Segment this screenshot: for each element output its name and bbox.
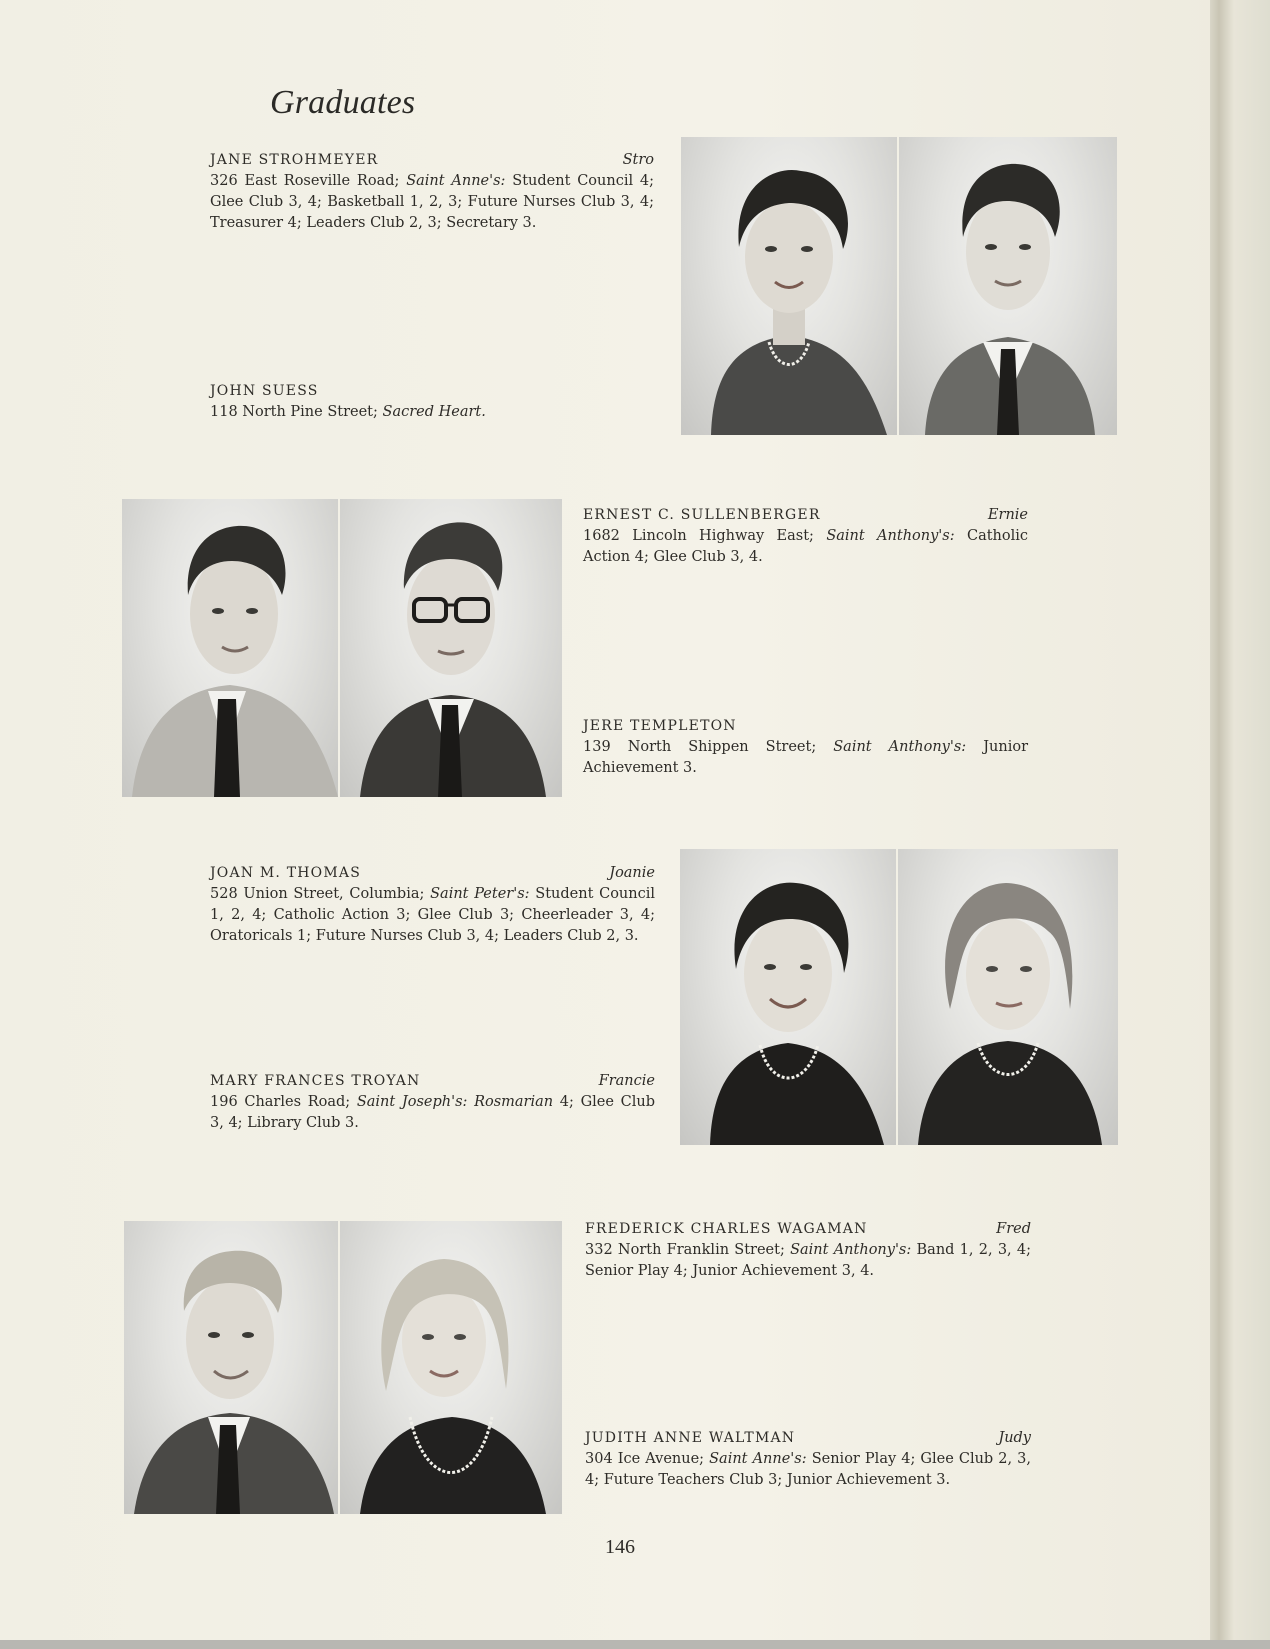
graduate-entry xyxy=(210,150,654,234)
boy-portrait-icon xyxy=(899,137,1117,435)
portrait-photo xyxy=(680,849,896,1145)
graduate-entry xyxy=(585,1219,1031,1282)
graduate-address: 1682 Lincoln Highway East; xyxy=(583,528,814,544)
graduate-parish: Saint Anthony's: xyxy=(826,528,955,544)
boy-portrait-icon xyxy=(122,499,338,797)
girl-portrait-icon xyxy=(898,849,1118,1145)
portrait-photo xyxy=(898,849,1118,1145)
graduate-address: 139 North Shippen Street; xyxy=(583,739,817,755)
graduate-name: JOAN M. THOMAS xyxy=(210,865,361,881)
portrait-pair xyxy=(680,849,1118,1145)
graduate-name: JOHN SUESS xyxy=(210,383,319,399)
graduate-parish: Saint Anne's: xyxy=(709,1451,807,1467)
graduate-nickname: Stro xyxy=(622,152,654,168)
graduate-name: JUDITH ANNE WALTMAN xyxy=(585,1430,796,1446)
portrait-pair xyxy=(681,137,1117,435)
graduate-parish: Sacred Heart. xyxy=(382,404,486,420)
graduate-name: JERE TEMPLETON xyxy=(583,718,737,734)
portrait-photo xyxy=(124,1221,338,1514)
portrait-photo xyxy=(899,137,1117,435)
graduate-parish: Saint Anne's: xyxy=(406,173,506,189)
graduate-entry xyxy=(583,716,1028,779)
graduate-parish: Saint Anthony's: xyxy=(833,739,967,755)
page-edge xyxy=(1210,0,1270,1649)
graduate-activities: Student Council 1, 2, 4; Catholic Action 3; Glee Club 3; Cheerleader 3, 4; Oratoricals 1; Future Nurses Club 3, 4; Leaders Club 2, 3. xyxy=(210,886,656,944)
graduate-nickname: Francie xyxy=(598,1073,655,1089)
graduate-activities: Catholic Action 4; Glee Club 3, 4. xyxy=(583,528,1028,565)
graduate-name: MARY FRANCES TROYAN xyxy=(210,1073,421,1089)
graduate-nickname: Fred xyxy=(996,1221,1031,1237)
graduate-activities: Senior Play 4; Glee Club 2, 3, 4; Future Teachers Club 3; Junior Achievement 3. xyxy=(585,1451,1032,1488)
graduate-parish: Saint Peter's: xyxy=(430,886,530,902)
scan-bottom-strip xyxy=(0,1640,1270,1649)
page-title: Graduates xyxy=(270,84,416,121)
girl-portrait-icon xyxy=(681,137,897,435)
graduate-nickname: Ernie xyxy=(987,507,1028,523)
portrait-photo xyxy=(681,137,897,435)
portrait-photo xyxy=(340,499,562,797)
graduate-name: ERNEST C. SULLENBERGER xyxy=(583,507,821,523)
graduate-activities: Junior Achievement 3. xyxy=(583,739,1029,776)
portrait-photo xyxy=(122,499,338,797)
graduate-entry xyxy=(210,1071,655,1134)
graduate-entry xyxy=(210,381,654,423)
graduate-nickname: Joanie xyxy=(609,865,655,881)
graduate-activities: Student Council 4; Glee Club 3, 4; Basketball 1, 2, 3; Future Nurses Club 3, 4; Treasurer 4; Leaders Club 2, 3; Secretary 3. xyxy=(210,173,655,231)
graduate-nickname: Judy xyxy=(998,1430,1031,1446)
portrait-photo xyxy=(340,1221,562,1514)
graduate-activities: Band 1, 2, 3, 4; Senior Play 4; Junior Achievement 3, 4. xyxy=(585,1242,1031,1279)
graduate-parish: Saint Joseph's: Rosmarian xyxy=(356,1094,554,1110)
portrait-pair xyxy=(122,499,562,797)
graduate-name: JANE STROHMEYER xyxy=(210,152,379,168)
girl-portrait-icon xyxy=(680,849,896,1145)
graduate-address: 196 Charles Road; xyxy=(210,1094,351,1110)
graduate-address: 326 East Roseville Road; xyxy=(210,173,400,189)
graduate-name: FREDERICK CHARLES WAGAMAN xyxy=(585,1221,868,1237)
graduate-address: 304 Ice Avenue; xyxy=(585,1451,705,1467)
graduate-entry xyxy=(210,863,655,947)
graduate-address: 118 North Pine Street; xyxy=(210,404,378,420)
boy-glasses-portrait-icon xyxy=(340,499,562,797)
graduate-activities: 4; Glee Club 3, 4; Library Club 3. xyxy=(210,1094,655,1131)
graduate-address: 528 Union Street, Columbia; xyxy=(210,886,425,902)
graduate-entry xyxy=(585,1428,1031,1491)
graduate-entry xyxy=(583,505,1028,568)
page-number: 146 xyxy=(605,1536,635,1558)
girl-portrait-icon xyxy=(340,1221,562,1514)
graduate-parish: Saint Anthony's: xyxy=(790,1242,912,1258)
portrait-pair xyxy=(124,1221,562,1514)
boy-portrait-icon xyxy=(124,1221,338,1514)
graduate-address: 332 North Franklin Street; xyxy=(585,1242,785,1258)
